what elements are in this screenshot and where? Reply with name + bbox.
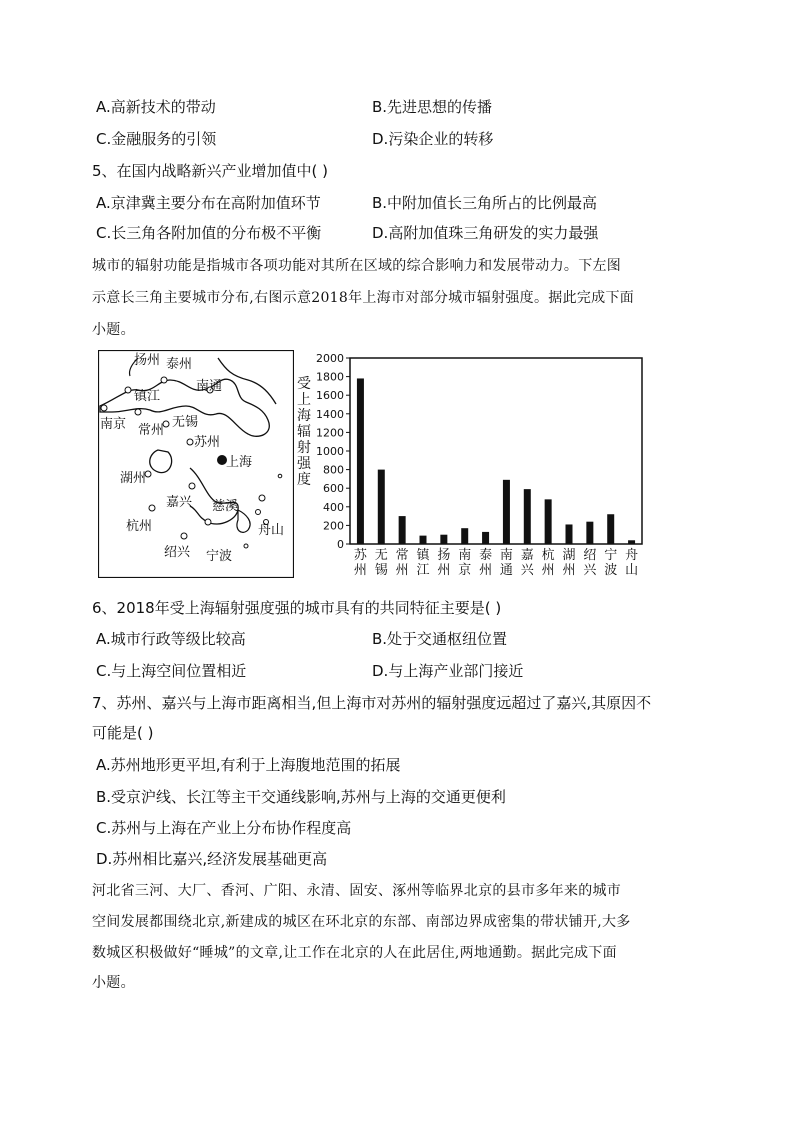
q5-option-a: A.京津冀主要分布在高附加值环节	[96, 194, 321, 212]
passage1-line1: 城市的辐射功能是指城市各项功能对其所在区域的综合影响力和发展带动力。下左图	[92, 258, 622, 274]
bar-无锡	[378, 470, 385, 544]
q6-stem: 6、2018年受上海辐射强度强的城市具有的共同特征主要是( )	[92, 599, 502, 617]
y-axis-label: 受上海辐射强度	[297, 376, 311, 488]
chart-svg	[296, 352, 646, 587]
x-tick-label: 嘉兴	[520, 548, 534, 578]
x-tick-label: 常州	[395, 548, 409, 578]
x-tick-label: 南通	[499, 548, 513, 578]
x-tick-label: 绍兴	[583, 548, 597, 578]
y-tick-label: 1600	[316, 389, 344, 403]
q4-option-c: C.金融服务的引领	[96, 130, 217, 148]
y-tick-label: 400	[323, 500, 344, 514]
map-city-label: 苏州	[194, 435, 221, 450]
bar-南京	[461, 528, 468, 544]
x-tick-label: 宁波	[604, 548, 618, 578]
q4-option-a: A.高新技术的带动	[96, 98, 216, 116]
map-city-label: 无锡	[172, 415, 199, 430]
q7-stem-line1: 7、苏州、嘉兴与上海市距离相当,但上海市对苏州的辐射强度远超过了嘉兴,其原因不	[92, 694, 652, 712]
city-dot	[125, 387, 131, 393]
q6-option-a: A.城市行政等级比较高	[96, 630, 246, 648]
passage2-line2: 空间发展都围绕北京,新建成的城区在环北京的东部、南部边界成密集的带状铺开,大多	[92, 914, 631, 930]
q6-option-b: B.处于交通枢纽位置	[372, 630, 508, 648]
y-tick-label: 1000	[316, 445, 344, 458]
map-city-label: 慈溪	[212, 499, 239, 514]
q6-option-c: C.与上海空间位置相近	[96, 662, 247, 680]
passage1-line3: 小题。	[92, 322, 135, 338]
map-city-label: 上海	[226, 455, 253, 470]
city-dot	[181, 533, 187, 539]
x-tick-label: 舟山	[625, 548, 639, 578]
chart-plot-frame	[350, 358, 642, 544]
q4-option-d: D.污染企业的转移	[372, 130, 494, 148]
map-city-label: 宁波	[206, 549, 233, 564]
map-city-label: 扬州	[134, 353, 161, 368]
map-city-label: 绍兴	[164, 545, 191, 560]
q7-option-a: A.苏州地形更平坦,有利于上海腹地范围的拓展	[96, 756, 401, 774]
bar-宁波	[607, 514, 614, 544]
bar-杭州	[545, 499, 552, 544]
radiation-chart	[296, 352, 646, 587]
y-tick-label: 0	[337, 538, 344, 551]
passage1-line2: 示意长三角主要城市分布,右图示意2018年上海市对部分城市辐射强度。据此完成下面	[92, 290, 635, 306]
y-tick-label: 1200	[316, 426, 344, 440]
bar-舟山	[628, 540, 635, 544]
map-svg	[98, 350, 294, 578]
y-tick-label: 2000	[316, 352, 344, 365]
bar-南通	[503, 480, 510, 544]
bar-嘉兴	[524, 489, 531, 544]
bar-湖州	[566, 524, 573, 544]
q5-option-b: B.中附加值长三角所占的比例最高	[372, 194, 598, 212]
map-city-label: 泰州	[166, 357, 193, 372]
x-tick-label: 无锡	[374, 548, 388, 578]
passage2-line4: 小题。	[92, 975, 135, 991]
x-tick-label: 苏州	[353, 548, 367, 578]
bar-泰州	[482, 532, 489, 544]
x-tick-label: 湖州	[562, 548, 576, 578]
map-city-label: 南通	[196, 379, 223, 394]
city-dot	[101, 405, 107, 411]
bar-常州	[399, 516, 406, 544]
q7-option-b: B.受京沪线、长江等主干交通线影响,苏州与上海的交通更便利	[96, 788, 506, 806]
city-dot	[205, 519, 211, 525]
city-dot	[187, 439, 193, 445]
map-city-label: 湖州	[120, 471, 147, 486]
q5-option-c: C.长三角各附加值的分布极不平衡	[96, 224, 322, 242]
passage2-line3: 数城区积极做好“睡城”的文章,让工作在北京的人在此居住,两地通勤。据此完成下面	[92, 945, 617, 961]
passage2-line1: 河北省三河、大厂、香河、广阳、永清、固安、涿州等临界北京的县市多年来的城市	[92, 883, 622, 899]
q6-option-d: D.与上海产业部门接近	[372, 662, 524, 680]
bar-绍兴	[586, 522, 593, 544]
city-dot	[135, 409, 141, 415]
q5-option-d: D.高附加值珠三角研发的实力最强	[372, 224, 599, 242]
y-tick-label: 1800	[316, 370, 344, 384]
q7-option-d: D.苏州相比嘉兴,经济发展基础更高	[96, 850, 328, 868]
q5-stem: 5、在国内战略新兴产业增加值中( )	[92, 162, 329, 180]
x-tick-label: 南京	[458, 548, 472, 578]
x-tick-label: 镇江	[416, 548, 430, 578]
map-city-label: 南京	[100, 417, 127, 432]
x-tick-label: 杭州	[541, 548, 555, 578]
map-city-label: 嘉兴	[166, 495, 193, 510]
q7-stem-line2: 可能是( )	[92, 724, 154, 742]
y-tick-label: 200	[323, 519, 344, 533]
bar-镇江	[420, 536, 427, 544]
city-dot	[189, 483, 195, 489]
q7-option-c: C.苏州与上海在产业上分布协作程度高	[96, 819, 352, 837]
bar-扬州	[440, 535, 447, 544]
y-tick-label: 1400	[316, 407, 344, 421]
x-tick-label: 泰州	[479, 548, 493, 578]
y-tick-label: 600	[323, 482, 344, 496]
y-tick-label: 800	[323, 463, 344, 477]
city-dot	[161, 377, 167, 383]
yangtze-delta-map	[98, 350, 294, 578]
map-city-label: 舟山	[258, 523, 285, 538]
map-city-label: 杭州	[126, 519, 153, 534]
map-city-label: 常州	[138, 423, 165, 438]
city-dot	[149, 505, 155, 511]
bar-苏州	[357, 378, 364, 544]
x-tick-label: 扬州	[437, 548, 451, 578]
map-city-label: 镇江	[134, 389, 161, 404]
q4-option-b: B.先进思想的传播	[372, 98, 493, 116]
